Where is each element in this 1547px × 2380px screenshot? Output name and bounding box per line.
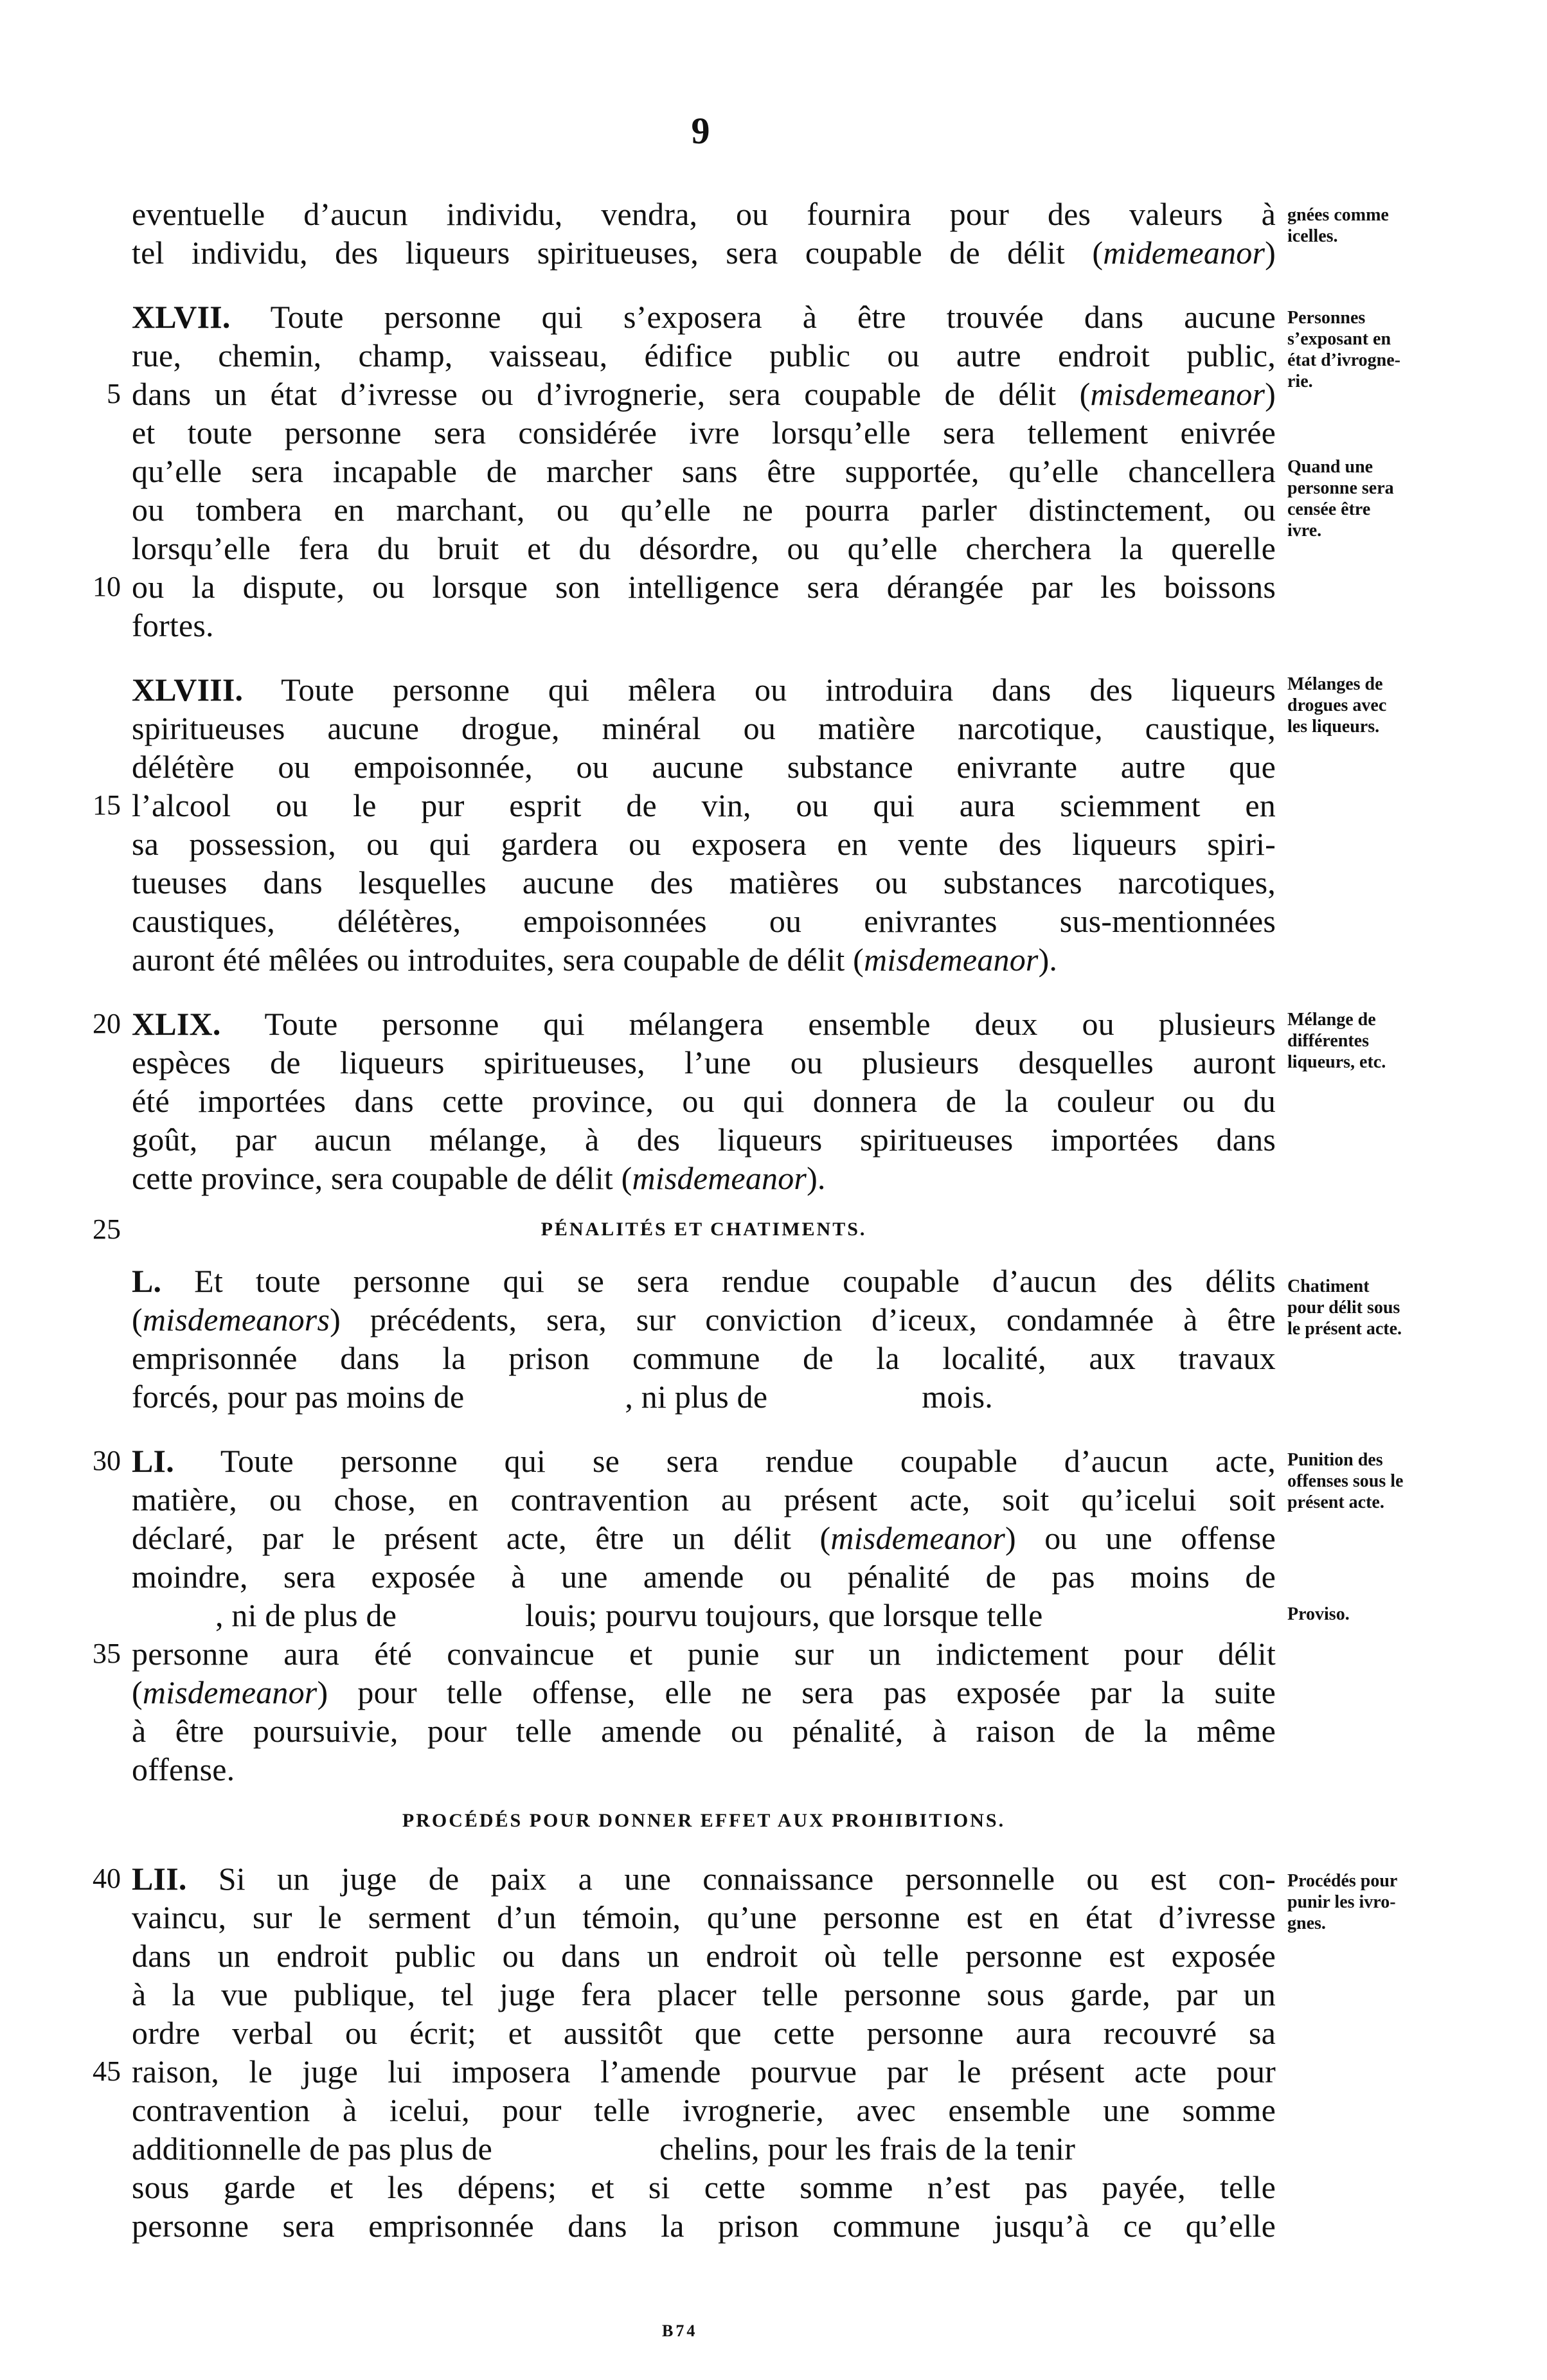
text-line: été importées dans cette province, ou qui donnera de la couleur ou du: [132, 1083, 1276, 1119]
margin-note: gnées comme icelles.: [1287, 205, 1389, 246]
text-line: (misdemeanors) précédents, sera, sur conviction d’iceux, condamnée à être: [132, 1302, 1276, 1338]
text-line: XLIX. Toute personne qui mélangera ensemble deux ou plusieurs: [132, 1006, 1276, 1042]
page-number: 9: [691, 110, 710, 152]
text-line: offense.: [132, 1751, 235, 1787]
printer-signature: B74: [662, 2322, 698, 2340]
text-line: XLVII. Toute personne qui s’exposera à être trouvée dans aucune: [132, 299, 1276, 335]
text-line: cette province, sera coupable de délit (misdemeanor).: [132, 1160, 826, 1196]
text-line: tueuses dans lesquelles aucune des matières ou substances narcotiques,: [132, 864, 1276, 900]
text-line: qu’elle sera incapable de marcher sans être supportée, qu’elle chancellera: [132, 453, 1276, 489]
text-line: caustiques, délétères, empoisonnées ou enivrantes sus-mentionnées: [132, 903, 1276, 939]
text-line: dans un état d’ivresse ou d’ivrognerie, sera coupable de délit (misdemeanor): [132, 376, 1276, 412]
text-line: additionnelle de pas plus de chelins, pour les frais de la tenir: [132, 2131, 1076, 2167]
text-line: LII. Si un juge de paix a une connaissance personnelle ou est con-: [132, 1861, 1276, 1897]
text-line: matière, ou chose, en contravention au présent acte, soit qu’icelui soit: [132, 1481, 1276, 1517]
margin-note: Chatiment pour délit sous le présent acte.: [1287, 1276, 1402, 1339]
text-line: personne aura été convaincue et punie sur un indictement pour délit: [132, 1636, 1276, 1672]
text-line: ordre verbal ou écrit; et aussitôt que cette personne aura recouvré sa: [132, 2015, 1276, 2051]
text-line: eventuelle d’aucun individu, vendra, ou fournira pour des valeurs à: [132, 196, 1276, 232]
text-line: ou tombera en marchant, ou qu’elle ne pourra parler distinctement, ou: [132, 492, 1276, 528]
text-line: contravention à icelui, pour telle ivrognerie, avec ensemble une somme: [132, 2092, 1276, 2128]
margin-note: Mélanges de drogues avec les liqueurs.: [1287, 674, 1387, 737]
line-number: 30: [93, 1445, 121, 1476]
line-number: 35: [93, 1638, 121, 1669]
text-line: spiritueuses aucune drogue, minéral ou matière narcotique, caustique,: [132, 710, 1276, 746]
text-line: lorsqu’elle fera du bruit et du désordre, ou qu’elle cherchera la querelle: [132, 530, 1276, 566]
text-line: , ni de plus de louis; pourvu toujours, que lorsque telle: [215, 1597, 1043, 1633]
text-line: auront été mêlées ou introduites, sera coupable de délit (misdemeanor).: [132, 942, 1058, 978]
text-line: personne sera emprisonnée dans la prison commune jusqu’à ce qu’elle: [132, 2208, 1276, 2244]
text-line: emprisonnée dans la prison commune de la localité, aux travaux: [132, 1340, 1276, 1376]
text-line: et toute personne sera considérée ivre lorsqu’elle sera tellement enivrée: [132, 415, 1276, 451]
margin-note: Proviso.: [1287, 1604, 1350, 1624]
text-line: forcés, pour pas moins de , ni plus de mois.: [132, 1379, 993, 1415]
section-number: LII.: [132, 1861, 187, 1897]
text-line: fortes.: [132, 607, 214, 643]
line-number: 10: [93, 571, 121, 602]
text-line: sa possession, ou qui gardera ou exposera en vente des liqueurs spiri-: [132, 826, 1276, 862]
line-number: 25: [93, 1213, 121, 1245]
margin-note: Procédés pour punir les ivro- gnes.: [1287, 1871, 1398, 1933]
text-line: dans un endroit public ou dans un endroit où telle personne est exposée: [132, 1938, 1276, 1974]
section-number: LI.: [132, 1443, 174, 1479]
margin-note: Quand une personne sera censée être ivre.: [1287, 457, 1394, 541]
line-number: 40: [93, 1863, 121, 1894]
text-line: tel individu, des liqueurs spiritueuses, sera coupable de délit (midemeanor): [132, 235, 1276, 271]
text-line: espèces de liqueurs spiritueuses, l’une ou plusieurs desquelles auront: [132, 1044, 1276, 1080]
section-heading: PROCÉDÉS POUR DONNER EFFET AUX PROHIBITIONS.: [402, 1810, 1006, 1831]
line-number: 20: [93, 1008, 121, 1039]
text-line: ou la dispute, ou lorsque son intelligence sera dérangée par les boissons: [132, 569, 1276, 605]
margin-note: Personnes s’exposant en état d’ivrogne- rie.: [1287, 308, 1400, 391]
text-line: rue, chemin, champ, vaisseau, édifice public ou autre endroit public,: [132, 337, 1276, 373]
section-number: XLIX.: [132, 1006, 221, 1042]
line-number: 45: [93, 2055, 121, 2087]
text-line: (misdemeanor) pour telle offense, elle ne sera pas exposée par la suite: [132, 1674, 1276, 1710]
margin-note: Punition des offenses sous le présent acte.: [1287, 1450, 1404, 1512]
text-line: à la vue publique, tel juge fera placer telle personne sous garde, par un: [132, 1976, 1276, 2012]
section-number: L.: [132, 1263, 162, 1299]
section-number: XLVIII.: [132, 672, 244, 708]
text-line: L. Et toute personne qui se sera rendue coupable d’aucun des délits: [132, 1263, 1276, 1299]
text-line: raison, le juge lui imposera l’amende pourvue par le présent acte pour: [132, 2053, 1276, 2089]
line-number: 15: [93, 789, 121, 821]
text-line: sous garde et les dépens; et si cette somme n’est pas payée, telle: [132, 2169, 1276, 2205]
text-line: LI. Toute personne qui se sera rendue coupable d’aucun acte,: [132, 1443, 1276, 1479]
text-line: l’alcool ou le pur esprit de vin, ou qui aura sciemment en: [132, 787, 1276, 823]
section-number: XLVII.: [132, 299, 231, 335]
margin-note: Mélange de différentes liqueurs, etc.: [1287, 1010, 1386, 1072]
text-line: délétère ou empoisonnée, ou aucune substance enivrante autre que: [132, 749, 1276, 785]
text-line: vaincu, sur le serment d’un témoin, qu’une personne est en état d’ivresse: [132, 1899, 1276, 1935]
text-line: XLVIII. Toute personne qui mêlera ou introduira dans des liqueurs: [132, 672, 1276, 708]
text-line: moindre, sera exposée à une amende ou pénalité de pas moins de: [132, 1559, 1276, 1595]
line-number: 5: [107, 378, 121, 409]
text-line: déclaré, par le présent acte, être un délit (misdemeanor) ou une offense: [132, 1520, 1276, 1556]
text-line: à être poursuivie, pour telle amende ou pénalité, à raison de la même: [132, 1713, 1276, 1749]
section-heading: PÉNALITÉS ET CHATIMENTS.: [541, 1219, 867, 1240]
text-line: goût, par aucun mélange, à des liqueurs spiritueuses importées dans: [132, 1122, 1276, 1158]
